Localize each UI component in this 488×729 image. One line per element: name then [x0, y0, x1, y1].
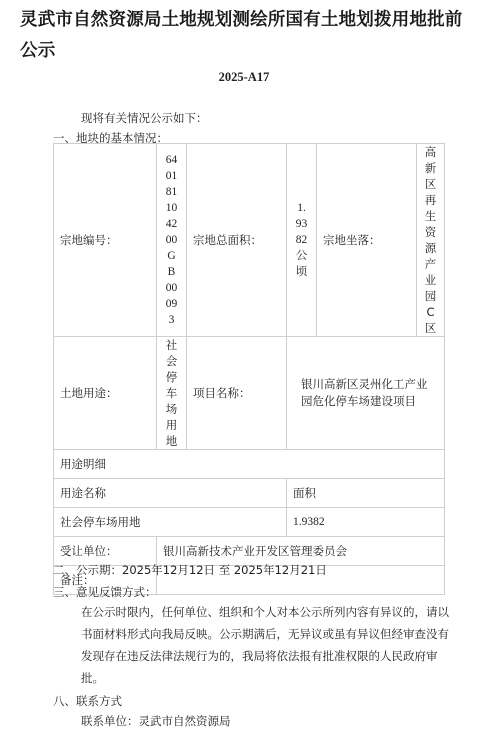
- parcel-info-table: [53, 143, 445, 595]
- use-cell: [157, 337, 187, 450]
- area-cell: [287, 144, 317, 337]
- area-label: 宗地总面积：: [187, 144, 287, 337]
- page-title: 灵武市自然资源局土地规划测绘所国有土地划拨用地批前公示: [20, 10, 463, 61]
- section-3-heading: 三、意见反馈方式：: [53, 585, 157, 599]
- parcel-no-value: 640181104200GB00093: [165, 154, 178, 326]
- detail-use-name: 社会停车场用地: [54, 508, 287, 537]
- table-row: [54, 450, 445, 479]
- coord-label: 宗地坐落：: [317, 144, 417, 337]
- use-value: 社会停车场用地: [165, 338, 178, 448]
- project-label: 项目名称：: [187, 337, 287, 450]
- section-2-publicity-period: 二、公示期：2025年12月12日 至 2025年12月21日: [53, 563, 327, 577]
- project-value: 银川高新区灵州化工产业园危化停车场建设项目: [287, 337, 445, 450]
- coord-value: 高新区再生资源产业园C区: [424, 145, 437, 335]
- table-row: [54, 508, 445, 537]
- recipient-value: 银川高新技术产业开发区管理委员会: [157, 537, 445, 566]
- parcel-no-cell: [157, 144, 187, 337]
- recipient-label: 受让单位：: [54, 537, 157, 566]
- contact-unit: 联系单位：灵武市自然资源局: [81, 714, 231, 728]
- use-detail-label: 用途明细: [54, 450, 445, 479]
- area-header: 面积: [287, 479, 445, 508]
- section-1-heading: 一、地块的基本情况：: [53, 131, 168, 145]
- use-label: 土地用途：: [54, 337, 157, 450]
- table-row: [54, 337, 445, 450]
- parcel-no-label: 宗地编号：: [54, 144, 157, 337]
- section-8-heading: 八、联系方式: [53, 694, 122, 708]
- table-row: [54, 144, 445, 337]
- area-value: 1.9382公顷: [295, 202, 308, 278]
- intro-text: 现将有关情况公示如下：: [81, 111, 208, 125]
- table-row: [54, 479, 445, 508]
- document-number: 2025-A17: [218, 70, 270, 84]
- feedback-paragraph: 在公示时限内，任何单位、组织和个人对本公示所列内容有异议的，请以书面材料形式向我局反映。公示期满后，无异议或虽有异议但经审查没有发现存在违反法律法规行为的，我局将依法报有批准权限的人民政府审批。: [81, 605, 449, 685]
- use-name-header: 用途名称: [54, 479, 287, 508]
- detail-area: 1.9382: [287, 508, 445, 537]
- coord-cell: [417, 144, 445, 337]
- remark-label: 备注：: [54, 566, 157, 595]
